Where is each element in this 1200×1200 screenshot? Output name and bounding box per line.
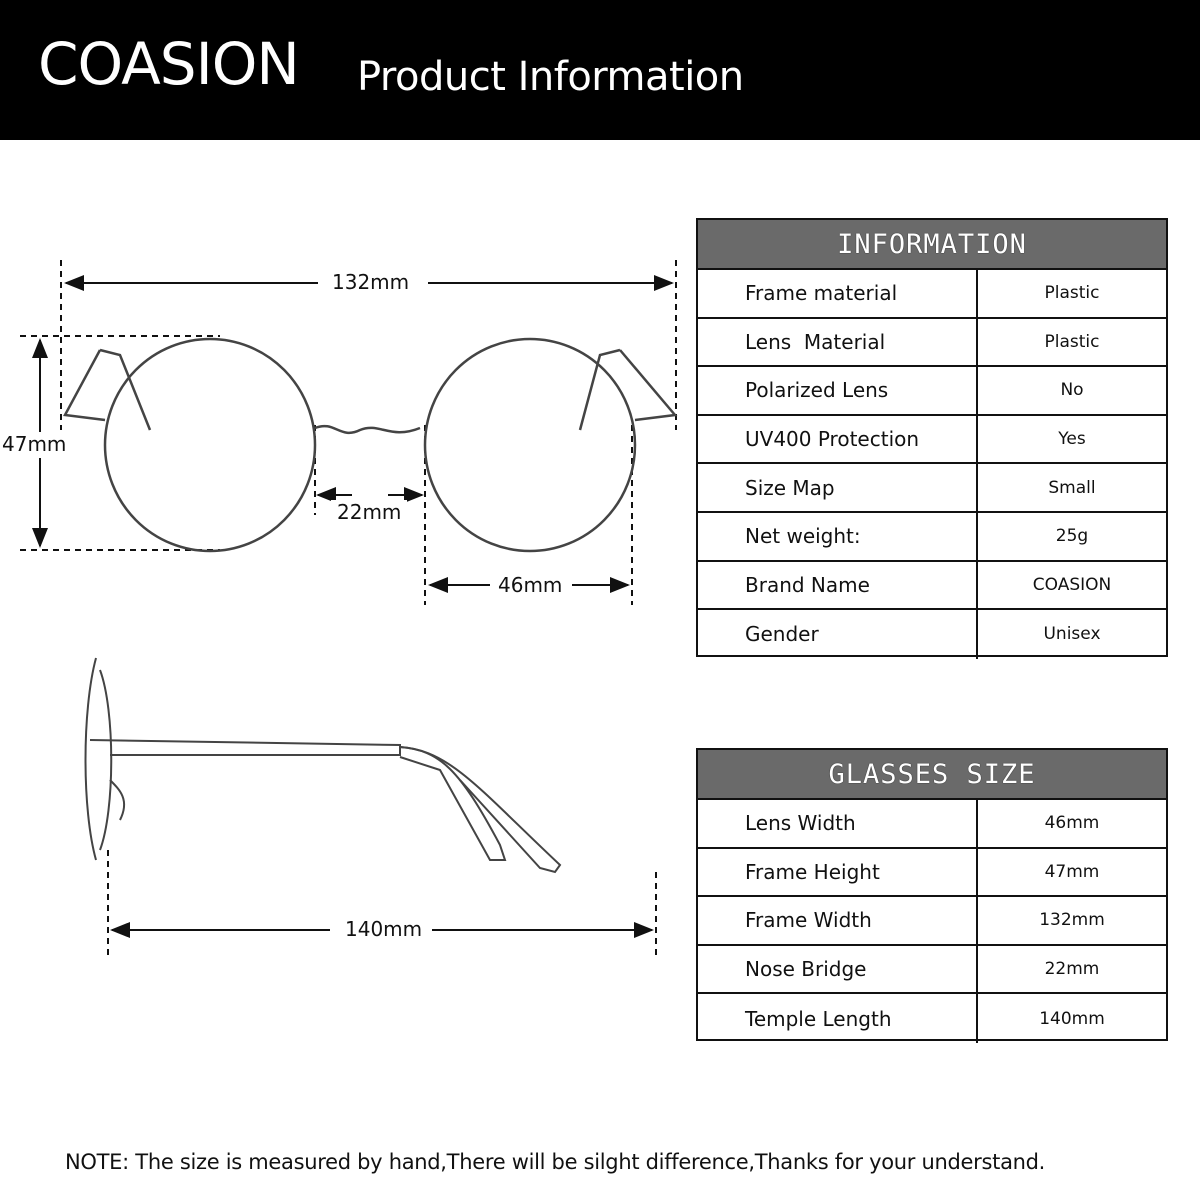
table-row — [698, 270, 1166, 319]
table-row — [698, 464, 1166, 513]
table-row — [698, 562, 1166, 611]
table-row — [698, 513, 1166, 562]
spec-value: 25g — [1055, 526, 1089, 547]
temple-length-dimension: 140mm — [339, 917, 428, 941]
glasses-size-table-title: GLASSES SIZE — [698, 750, 1166, 800]
spec-label: Net weight: — [698, 513, 978, 560]
header-banner — [0, 0, 1200, 140]
table-row — [698, 800, 1166, 849]
size-label: Frame Width — [698, 897, 978, 944]
nose-bridge-dimension: 22mm — [331, 500, 407, 524]
spec-label: Brand Name — [698, 562, 978, 609]
spec-label: Polarized Lens — [698, 367, 978, 414]
spec-value: COASION — [1032, 574, 1112, 595]
table-row — [698, 946, 1166, 995]
size-value: 46mm — [1044, 813, 1100, 834]
table-row — [698, 994, 1166, 1043]
size-value: 47mm — [1044, 861, 1100, 882]
size-value: 132mm — [1039, 910, 1105, 931]
table-row — [698, 319, 1166, 368]
page-subtitle: Product Information — [357, 54, 744, 100]
size-value: 140mm — [1039, 1008, 1105, 1029]
size-label: Nose Bridge — [698, 946, 978, 993]
information-table-title: INFORMATION — [698, 220, 1166, 270]
frame-height-dimension: 47mm — [2, 432, 67, 456]
spec-label: Gender — [698, 610, 978, 659]
lens-width-dimension: 46mm — [492, 573, 568, 597]
size-value: 22mm — [1044, 959, 1100, 980]
glasses-size-table — [696, 748, 1168, 1041]
spec-label: Size Map — [698, 464, 978, 511]
size-label: Lens Width — [698, 800, 978, 847]
table-row — [698, 849, 1166, 898]
spec-value: Yes — [1058, 429, 1086, 450]
spec-label: Lens Material — [698, 319, 978, 366]
measurement-note: NOTE: The size is measured by hand,There will be silght difference,Thanks for your understand. — [65, 1150, 1046, 1174]
glasses-side-view-illustration — [60, 650, 680, 960]
table-row — [698, 897, 1166, 946]
spec-label: Frame material — [698, 270, 978, 317]
table-row — [698, 610, 1166, 659]
brand-title: COASION — [38, 30, 299, 98]
spec-value: Unisex — [1043, 624, 1101, 645]
spec-value: Small — [1048, 477, 1096, 498]
size-label: Temple Length — [698, 994, 978, 1043]
frame-width-dimension: 132mm — [326, 270, 415, 294]
spec-value: Plastic — [1044, 331, 1100, 352]
table-row — [698, 416, 1166, 465]
spec-value: Plastic — [1044, 283, 1100, 304]
table-row — [698, 367, 1166, 416]
glasses-front-view-illustration — [0, 250, 690, 610]
size-label: Frame Height — [698, 849, 978, 896]
spec-value: No — [1060, 380, 1084, 401]
spec-label: UV400 Protection — [698, 416, 978, 463]
information-table — [696, 218, 1168, 657]
